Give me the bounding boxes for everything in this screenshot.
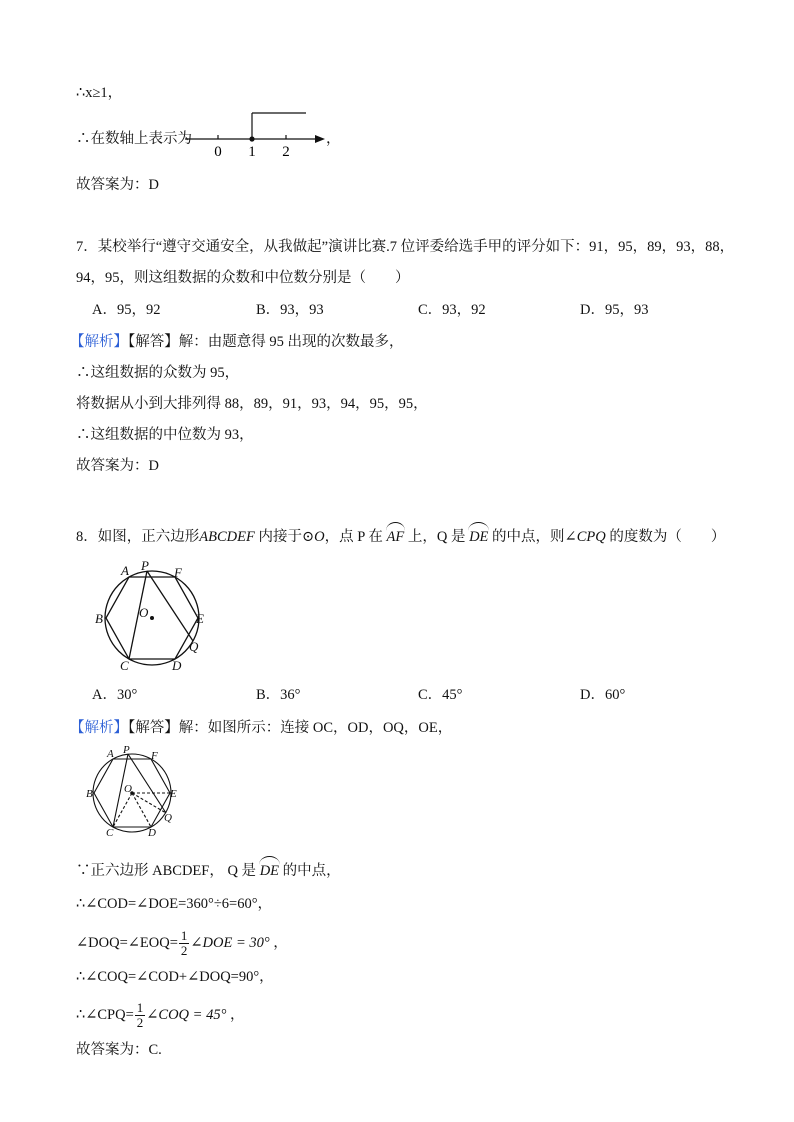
q8-stem-part-c: ，点 P 在 (324, 529, 383, 545)
q8-stem-part-b: 内接于⊙ (258, 529, 315, 545)
q8-stem (76, 523, 725, 547)
q7-option-c: C．93，92 (418, 302, 486, 318)
q7-solution-line1 (70, 332, 404, 352)
fig1-label-a: A (121, 563, 129, 578)
fig2-label-a: A (107, 748, 114, 760)
q7-solution-line4: ∴这组数据的中位数为 93， (76, 427, 254, 443)
q7-answer: 故答案为：D (76, 458, 159, 474)
q8-option-a: A．30° (92, 687, 138, 703)
fraction-denominator: 2 (180, 943, 188, 959)
q8-solution-line1 (70, 718, 452, 738)
q7-solution-line2: ∴这组数据的众数为 95， (76, 365, 240, 381)
fig2-label-p: P (123, 745, 130, 756)
fig2-label-q: Q (164, 812, 172, 824)
q8-step-coq: ∴∠COQ=∠COD+∠DOQ=90°， (76, 969, 274, 985)
q8-stem-arc-de: DE (469, 523, 488, 547)
q8-solution-figure (84, 745, 184, 840)
fig1-label-c: C (120, 658, 129, 673)
fig1-label-p: P (141, 560, 149, 573)
fig2-label-c: C (106, 827, 114, 839)
q8-solution-text: 解：如图所示：连接 OC，OD，OQ，OE， (178, 720, 453, 736)
q8-analysis-tag: 【解析】 (70, 720, 128, 736)
q8-step-doq-value: ∠DOE = 30° (190, 935, 270, 951)
q8-answer-tag: 【解答】 (128, 720, 179, 736)
q8-since-text-a: ∵正六边形 ABCDEF， Q 是 (76, 863, 257, 879)
fig2-label-d: D (148, 827, 156, 839)
fig1-label-b: B (95, 611, 103, 626)
prev-numberline-text: ∴在数轴上表示为 (76, 131, 192, 147)
fig1-label-o: O (139, 605, 149, 620)
q7-option-d: D．95，93 (580, 302, 649, 318)
q8-stem-part-f: 的度数为（ ） (609, 529, 726, 545)
q8-stem-circle-o: O (314, 529, 325, 545)
q8-stem-part-d: 上，Q 是 (407, 529, 466, 545)
q7-analysis-tag: 【解析】 (70, 334, 128, 350)
prev-line-x-ge-1: ∴x≥1， (76, 85, 123, 101)
q7-solution-text: 解：由题意得 95 出现的次数最多， (178, 334, 404, 350)
q8-option-c: C．45° (418, 687, 463, 703)
q8-step-cod-doe: ∴∠COD=∠DOE=360°÷6=60°， (76, 896, 273, 912)
prev-numberline-suffix: ， (326, 131, 341, 147)
q8-stem-hexagon: ABCDEF (199, 529, 255, 545)
q8-answer: 故答案为：C. (76, 1042, 162, 1058)
q8-option-d: D．60° (580, 687, 626, 703)
q8-figure-hexagon (92, 560, 214, 678)
q8-option-b: B．36° (256, 687, 301, 703)
fig2-label-o: O (124, 783, 132, 795)
q8-step-doq (76, 928, 288, 958)
prev-numberline-line (76, 129, 192, 149)
fig2-label-e: E (170, 788, 177, 800)
q8-fraction-half-1 (179, 929, 190, 958)
prev-answer: 故答案为：D (76, 177, 159, 193)
fraction-numerator: 1 (180, 928, 188, 944)
fraction-numerator: 1 (136, 1000, 144, 1016)
q8-since-arc-de: DE (260, 857, 279, 881)
q7-stem-line1: 7．某校举行“遵守交通安全，从我做起”演讲比赛.7 位评委给选手甲的评分如下：91，95，89，93，88， (76, 239, 735, 255)
fig1-label-e: E (196, 611, 204, 626)
q8-fraction-half-2 (135, 1001, 146, 1030)
q8-step-doq-comma: ， (273, 935, 288, 951)
q7-solution-line3: 将数据从小到大排列得 88，89，91，93，94，95，95， (76, 396, 428, 412)
q7-answer-tag: 【解答】 (128, 334, 179, 350)
tick-label-0: 0 (214, 144, 222, 160)
q8-since-text-b: 的中点， (282, 863, 341, 879)
q8-step-cpq-value: ∠COQ = 45° (146, 1007, 227, 1023)
q7-option-a: A．95，92 (92, 302, 161, 318)
q8-since-line (76, 857, 341, 881)
fig1-label-q: Q (189, 639, 199, 654)
tick-label-1: 1 (248, 144, 256, 160)
q8-stem-arc-af: AF (387, 523, 405, 547)
q8-stem-angle-cpq: CPQ (576, 529, 606, 545)
q7-option-b: B．93，93 (256, 302, 324, 318)
fraction-denominator: 2 (136, 1015, 144, 1031)
q8-stem-part-e: 的中点，则∠ (492, 529, 577, 545)
q8-stem-part-a: 8．如图，正六边形 (76, 529, 200, 545)
q8-step-cpq-comma: ， (230, 1007, 245, 1023)
tick-label-2: 2 (282, 144, 290, 160)
fig2-label-b: B (86, 788, 93, 800)
q8-step-cpq-text: ∴∠CPQ= (76, 1007, 134, 1023)
q7-stem-line2: 94，95，则这组数据的众数和中位数分别是（ ） (76, 270, 410, 286)
fig1-label-f: F (174, 565, 182, 580)
q8-step-doq-text: ∠DOQ=∠EOQ= (76, 935, 178, 951)
q8-step-cpq (76, 1000, 245, 1030)
fig1-label-d: D (172, 658, 182, 673)
fig2-label-f: F (151, 750, 158, 762)
number-line-figure (185, 108, 335, 160)
